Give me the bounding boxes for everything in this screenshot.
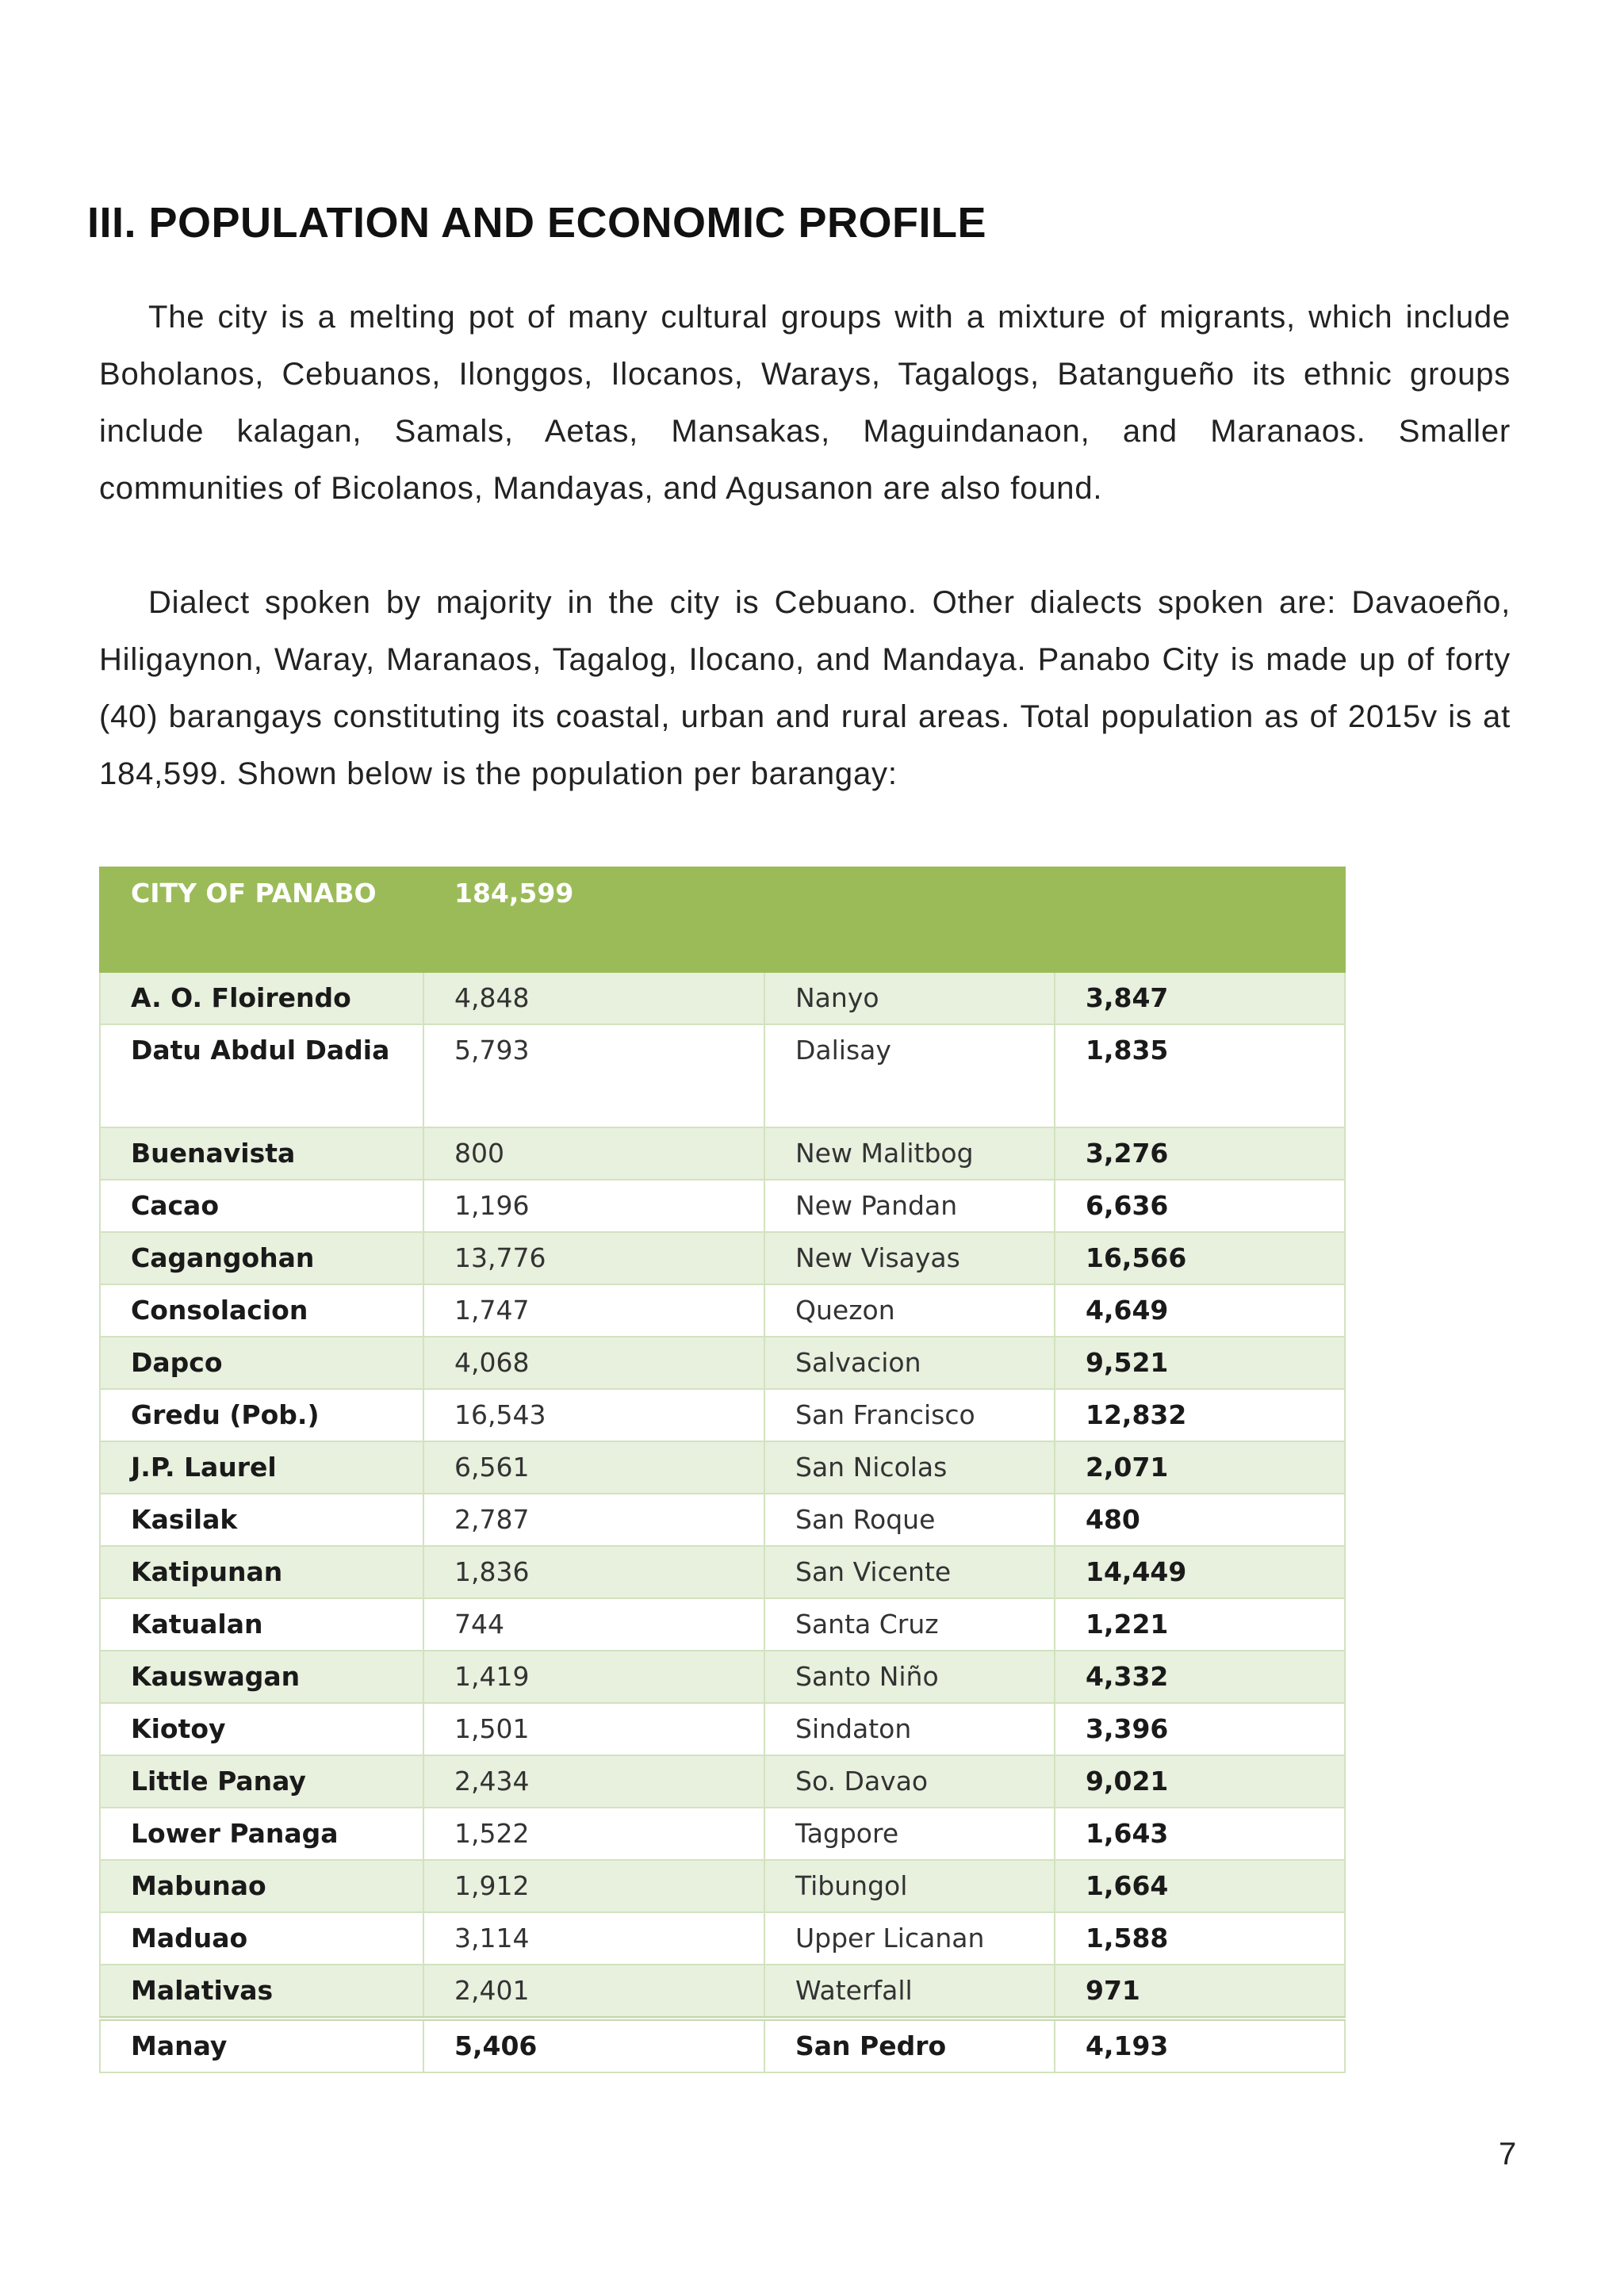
table-row	[100, 1441, 1345, 1494]
barangay-population: 5,406	[423, 2019, 764, 2072]
barangay-population: 2,401	[423, 1965, 764, 2019]
barangay-population: 3,847	[1055, 972, 1345, 1024]
barangay-population: 480	[1055, 1494, 1345, 1546]
table-row	[100, 1337, 1345, 1389]
table-row	[100, 2019, 1345, 2072]
barangay-name: Maduao	[100, 1912, 423, 1965]
header-empty-cell	[764, 867, 1055, 972]
barangay-name: Nanyo	[764, 972, 1055, 1024]
barangay-population: 16,543	[423, 1389, 764, 1441]
barangay-population: 1,196	[423, 1180, 764, 1232]
barangay-population: 2,434	[423, 1755, 764, 1808]
barangay-population: 744	[423, 1598, 764, 1651]
barangay-name: Cagangohan	[100, 1232, 423, 1284]
barangay-name: San Francisco	[764, 1389, 1055, 1441]
table-row	[100, 1598, 1345, 1651]
barangay-name: Malativas	[100, 1965, 423, 2019]
barangay-name: Manay	[100, 2019, 423, 2072]
barangay-population: 9,521	[1055, 1337, 1345, 1389]
barangay-name: Gredu (Pob.)	[100, 1389, 423, 1441]
barangay-name: Dapco	[100, 1337, 423, 1389]
barangay-name: New Visayas	[764, 1232, 1055, 1284]
barangay-name: Kauswagan	[100, 1651, 423, 1703]
barangay-population: 4,848	[423, 972, 764, 1024]
barangay-population: 2,071	[1055, 1441, 1345, 1494]
barangay-population: 3,396	[1055, 1703, 1345, 1755]
barangay-name: San Nicolas	[764, 1441, 1055, 1494]
barangay-name: Lower Panaga	[100, 1808, 423, 1860]
barangay-population: 1,522	[423, 1808, 764, 1860]
barangay-name: Mabunao	[100, 1860, 423, 1912]
barangay-population: 971	[1055, 1965, 1345, 2019]
barangay-name: Tagpore	[764, 1808, 1055, 1860]
table-header-row	[100, 867, 1345, 972]
table-row	[100, 1024, 1345, 1127]
barangay-population: 4,649	[1055, 1284, 1345, 1337]
page-number: 7	[1499, 2137, 1517, 2172]
barangay-name: Cacao	[100, 1180, 423, 1232]
barangay-population: 13,776	[423, 1232, 764, 1284]
barangay-name: Santa Cruz	[764, 1598, 1055, 1651]
barangay-name: Upper Licanan	[764, 1912, 1055, 1965]
barangay-name: Katipunan	[100, 1546, 423, 1598]
barangay-population: 1,588	[1055, 1912, 1345, 1965]
table-row	[100, 1651, 1345, 1703]
barangay-population: 4,332	[1055, 1651, 1345, 1703]
barangay-name: Tibungol	[764, 1860, 1055, 1912]
barangay-population: 4,193	[1055, 2019, 1345, 2072]
header-city-name: CITY OF PANABO	[100, 867, 423, 972]
barangay-population: 800	[423, 1127, 764, 1180]
barangay-name: Buenavista	[100, 1127, 423, 1180]
header-city-total: 184,599	[423, 867, 764, 972]
barangay-name: Dalisay	[764, 1024, 1055, 1127]
barangay-population: 1,836	[423, 1546, 764, 1598]
table-row	[100, 1965, 1345, 2019]
table-row	[100, 1389, 1345, 1441]
barangay-name: Sindaton	[764, 1703, 1055, 1755]
barangay-population: 1,664	[1055, 1860, 1345, 1912]
paragraph-cultural-groups: The city is a melting pot of many cultural groups with a mixture of migrants, which include Boholanos, Cebuanos, Ilonggos, Ilocanos, Warays, Tagalogs, Batangueño its ethnic groups include kalagan, Samals, Aetas, Mansakas, Maguindanaon, and Maranaos. Smaller communities of Bicolanos, Mandayas, and Agusanon are also found.	[99, 300, 1511, 506]
barangay-population: 1,747	[423, 1284, 764, 1337]
barangay-name: San Roque	[764, 1494, 1055, 1546]
barangay-name: J.P. Laurel	[100, 1441, 423, 1494]
barangay-name: A. O. Floirendo	[100, 972, 423, 1024]
barangay-population: 5,793	[423, 1024, 764, 1127]
barangay-population: 1,501	[423, 1703, 764, 1755]
table-row	[100, 972, 1345, 1024]
table-row	[100, 1180, 1345, 1232]
barangay-population: 9,021	[1055, 1755, 1345, 1808]
table-row	[100, 1703, 1345, 1755]
barangay-population: 16,566	[1055, 1232, 1345, 1284]
table-row	[100, 1127, 1345, 1180]
barangay-population: 2,787	[423, 1494, 764, 1546]
barangay-name: Little Panay	[100, 1755, 423, 1808]
table-row	[100, 1232, 1345, 1284]
barangay-name: Consolacion	[100, 1284, 423, 1337]
barangay-name: Katualan	[100, 1598, 423, 1651]
barangay-population: 6,561	[423, 1441, 764, 1494]
barangay-population: 3,276	[1055, 1127, 1345, 1180]
barangay-name: So. Davao	[764, 1755, 1055, 1808]
barangay-name: Kiotoy	[100, 1703, 423, 1755]
section-heading: III. POPULATION AND ECONOMIC PROFILE	[87, 199, 987, 247]
barangay-population: 14,449	[1055, 1546, 1345, 1598]
table-row	[100, 1494, 1345, 1546]
barangay-population: 1,221	[1055, 1598, 1345, 1651]
barangay-name: San Vicente	[764, 1546, 1055, 1598]
table-row	[100, 1912, 1345, 1965]
table-row	[100, 1546, 1345, 1598]
barangay-name: New Malitbog	[764, 1127, 1055, 1180]
barangay-population: 1,912	[423, 1860, 764, 1912]
barangay-population: 1,835	[1055, 1024, 1345, 1127]
barangay-population: 3,114	[423, 1912, 764, 1965]
barangay-name: New Pandan	[764, 1180, 1055, 1232]
barangay-population: 6,636	[1055, 1180, 1345, 1232]
barangay-name: San Pedro	[764, 2019, 1055, 2072]
table-row	[100, 1755, 1345, 1808]
barangay-name: Salvacion	[764, 1337, 1055, 1389]
barangay-population: 1,643	[1055, 1808, 1345, 1860]
table-row	[100, 1284, 1345, 1337]
barangay-population: 1,419	[423, 1651, 764, 1703]
barangay-name: Datu Abdul Dadia	[100, 1024, 423, 1127]
header-empty-cell	[1055, 867, 1345, 972]
paragraph-dialects-population: Dialect spoken by majority in the city is Cebuano. Other dialects spoken are: Davaoeño, Hiligaynon, Waray, Maranaos, Tagalog, Ilocano, and Mandaya. Panabo City is made up of forty (40) barangays constituting its coastal, urban and rural areas. Total population as of 2015v is at 184,599. Shown below is the population per barangay:	[99, 585, 1511, 791]
barangay-name: Waterfall	[764, 1965, 1055, 2019]
table-row	[100, 1860, 1345, 1912]
barangay-name: Santo Niño	[764, 1651, 1055, 1703]
population-table	[99, 867, 1346, 2073]
barangay-name: Kasilak	[100, 1494, 423, 1546]
barangay-name: Quezon	[764, 1284, 1055, 1337]
barangay-population: 4,068	[423, 1337, 764, 1389]
barangay-population: 12,832	[1055, 1389, 1345, 1441]
table-row	[100, 1808, 1345, 1860]
